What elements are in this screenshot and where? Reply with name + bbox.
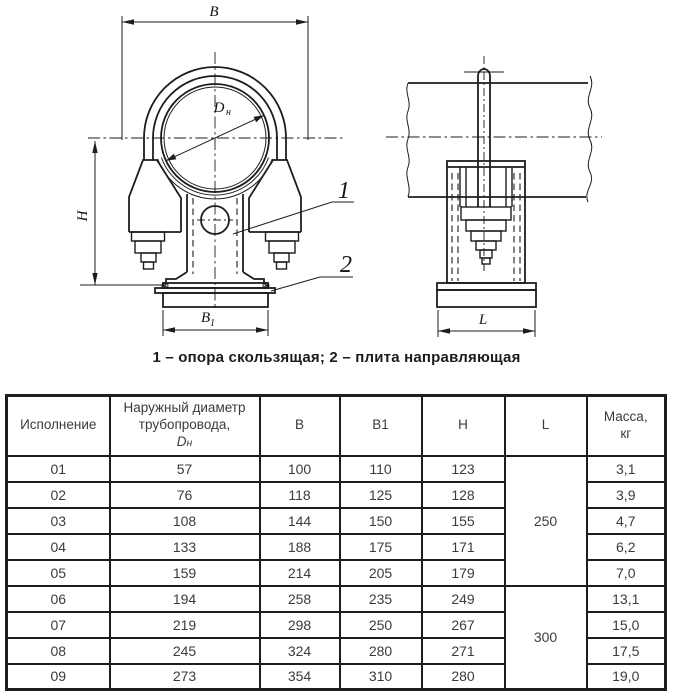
header-b: B — [260, 396, 340, 456]
cell-h: 179 — [422, 560, 505, 586]
bolt-nuts-right — [266, 232, 299, 269]
cell-b1: 125 — [340, 482, 422, 508]
cell-l-group-300: 300 — [505, 586, 587, 690]
cell-b: 324 — [260, 638, 340, 664]
nut-stack-side — [461, 207, 511, 271]
cell-massa: 3,1 — [587, 456, 666, 482]
cell-massa: 13,1 — [587, 586, 666, 612]
cell-b: 258 — [260, 586, 340, 612]
dn-symbol: D — [176, 434, 187, 450]
cell-h: 123 — [422, 456, 505, 482]
cell-dn: 108 — [110, 508, 260, 534]
cell-b: 144 — [260, 508, 340, 534]
cell-massa: 19,0 — [587, 664, 666, 690]
cell-h: 155 — [422, 508, 505, 534]
cell-massa: 17,5 — [587, 638, 666, 664]
side-view — [386, 56, 602, 337]
cell-ispolnenie: 08 — [7, 638, 110, 664]
cell-ispolnenie: 01 — [7, 456, 110, 482]
u-bolt-side — [464, 56, 504, 270]
cell-b: 118 — [260, 482, 340, 508]
cell-dn: 194 — [110, 586, 260, 612]
dimensions-table — [5, 394, 667, 691]
cell-ispolnenie: 09 — [7, 664, 110, 690]
h-label: H — [75, 210, 91, 222]
header-diameter-line1: Наружный диаметр — [123, 400, 246, 416]
callout-1-label: 1 — [338, 178, 350, 204]
dn-symbol-sub: н — [186, 437, 193, 450]
cell-b1: 205 — [340, 560, 422, 586]
cell-dn: 245 — [110, 638, 260, 664]
cell-massa: 4,7 — [587, 508, 666, 534]
callout-2 — [271, 252, 353, 291]
cell-ispolnenie: 03 — [7, 508, 110, 534]
header-row — [7, 396, 666, 456]
support-body-side — [447, 161, 525, 283]
header-ispolnenie: Исполнение — [7, 396, 110, 456]
cell-dn: 57 — [110, 456, 260, 482]
header-diameter — [110, 396, 260, 456]
header-massa — [587, 396, 666, 456]
cell-b1: 235 — [340, 586, 422, 612]
cell-massa: 3,9 — [587, 482, 666, 508]
break-line-left — [407, 83, 409, 197]
dimension-b1 — [163, 310, 268, 336]
header-massa-line2: кг — [620, 425, 632, 441]
callout-2-label: 2 — [340, 252, 352, 278]
cell-b: 354 — [260, 664, 340, 690]
header-diameter-line2: трубопровода, — [138, 417, 231, 433]
cell-ispolnenie: 04 — [7, 534, 110, 560]
cell-massa: 6,2 — [587, 534, 666, 560]
guide-plate-side — [437, 283, 536, 307]
cell-b1: 250 — [340, 612, 422, 638]
cell-dn: 273 — [110, 664, 260, 690]
cell-dn: 76 — [110, 482, 260, 508]
cell-h: 128 — [422, 482, 505, 508]
table-row — [7, 456, 666, 482]
break-line-right — [587, 76, 592, 202]
cell-dn: 159 — [110, 560, 260, 586]
cell-dn: 133 — [110, 534, 260, 560]
dn-label: D — [213, 100, 225, 116]
cell-ispolnenie: 06 — [7, 586, 110, 612]
technical-drawing — [0, 0, 673, 345]
dn-label-sub: н — [226, 107, 231, 118]
cell-b1: 310 — [340, 664, 422, 690]
header-massa-line1: Масса, — [603, 408, 648, 424]
cell-h: 271 — [422, 638, 505, 664]
cell-h: 267 — [422, 612, 505, 638]
cell-b1: 280 — [340, 638, 422, 664]
bolt-nuts-left — [132, 232, 165, 269]
cell-massa: 7,0 — [587, 560, 666, 586]
cell-b1: 150 — [340, 508, 422, 534]
l-label: L — [478, 312, 488, 328]
table-row — [7, 586, 666, 612]
dimension-dn — [166, 100, 264, 161]
header-h: H — [422, 396, 505, 456]
cell-b: 298 — [260, 612, 340, 638]
front-view — [75, 4, 354, 336]
cell-dn: 219 — [110, 612, 260, 638]
cell-l-group-250: 250 — [505, 456, 587, 586]
cell-h: 171 — [422, 534, 505, 560]
cell-b: 100 — [260, 456, 340, 482]
dimension-h — [75, 141, 162, 285]
cell-ispolnenie: 07 — [7, 612, 110, 638]
header-b1: B1 — [340, 396, 422, 456]
cell-b: 188 — [260, 534, 340, 560]
cell-ispolnenie: 02 — [7, 482, 110, 508]
drawing-caption: 1 – опора скользящая; 2 – плита направляющая — [152, 349, 521, 366]
b1-label-sub: 1 — [210, 318, 215, 329]
cell-b: 214 — [260, 560, 340, 586]
b1-label: B — [201, 310, 211, 326]
cell-massa: 15,0 — [587, 612, 666, 638]
cell-b1: 110 — [340, 456, 422, 482]
callout-1 — [233, 178, 354, 234]
pipe-side — [386, 76, 602, 202]
header-l: L — [505, 396, 587, 456]
cell-b1: 175 — [340, 534, 422, 560]
header-diameter-line3 — [111, 434, 259, 451]
b-label: B — [209, 4, 219, 20]
cell-h: 249 — [422, 586, 505, 612]
dimension-l — [438, 310, 535, 337]
cell-ispolnenie: 05 — [7, 560, 110, 586]
cell-h: 280 — [422, 664, 505, 690]
